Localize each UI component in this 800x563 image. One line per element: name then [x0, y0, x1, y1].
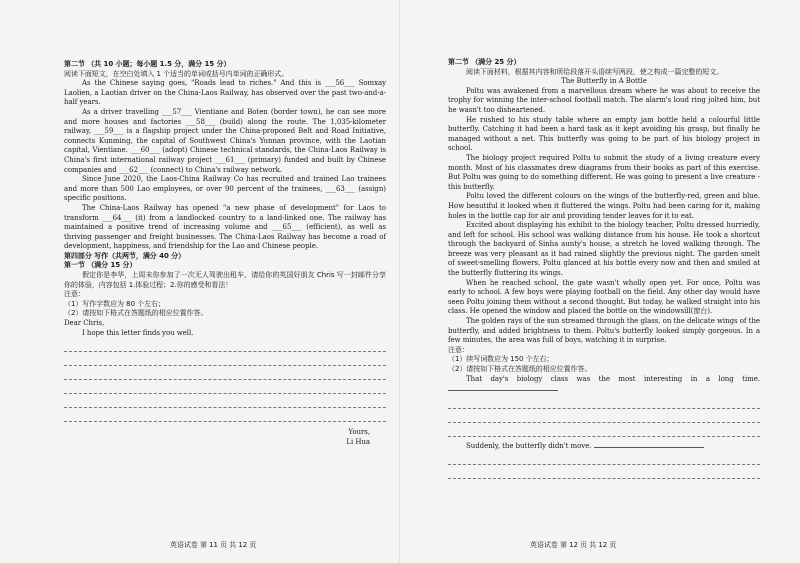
passage-paragraph: Excited about displaying his exhibit to the biology teacher, Poltu dressed hurriedly, and left for school. His school was walking distance from his house. He took a shortcut through the backyard of Sinha aunty's house, a stretch he loved walking through. The breeze was very pleasant as it had rained slightly the previous night. The garden smelt of sweet-smelling flowers. Poltu glanced at his bottle every now and then and smiled at the butterfly fluttering its wings. [448, 221, 760, 278]
answer-lines [64, 338, 386, 422]
passage-paragraph: The biology project required Poltu to submit the study of a living creature every month. Most of his classmates drew diagrams from their books as part of this exercise. But Poltu was going to do something different. He was going to present a live creature - this butterfly. [448, 153, 760, 191]
passage-paragraph: The China-Laos Railway has opened "a new phase of development" for Laos to transform ___64___ (it) from a landlocked country to a land-linked one. The railway has maintained a positive trend of increasing volume and ___65___ (efficient), as well as thriving passenger and freight businesses. The China-Laos Railway has become a road of development, happiness, and friendship for the Lao and Chinese people. [64, 203, 386, 251]
answer-line [64, 338, 386, 352]
notes-label: 注意： [64, 290, 85, 299]
answer-line [448, 395, 760, 409]
left-passage [64, 79, 386, 252]
right-section-instruction: 阅读下面材料，根据其内容和所给段落开头语续写两段，使之构成一篇完整的短文。 [466, 67, 724, 76]
part4-heading: 第四部分 写作（共两节，满分 40 分） [64, 251, 186, 260]
part4-section1-heading: 第一节 （满分 15 分） [64, 261, 137, 270]
passage-paragraph: Since June 2020, the Laos-China Railway Co has recruited and trained Lao trainees and more than 500 Lao employees, or over 90 percent of the trainees, ___63___ (assign) specific positions. [64, 175, 386, 203]
answer-line [64, 408, 386, 422]
note-item: （1）写作字数应为 80 个左右； [64, 299, 165, 308]
right-section-heading: 第二节 （满分 25 分） [448, 58, 521, 66]
story-title: The Butterfly in A Bottle [561, 77, 647, 86]
continuation-opening-1: That day's biology class was the most interesting in a long time. [448, 375, 760, 395]
answer-line [64, 366, 386, 380]
right-page [400, 0, 800, 563]
passage-paragraph: As a driver travelling ___57___ Vientiane and Boten (border town), he can see more and more houses and factories ___58___ (build) along the route. The 1,035-kilometer railway, ___59___ is a flagship project under the China-proposed Belt and Road Initiative, connects Kunming, the capital of Southwest China's Yunnan province, with the Laotian capital, Vientiane. ___60___ (adopt) Chinese technical standards, the China-Laos Railway is China's first international railway project ___61___ (primary) funded and built by Chinese companies and ___62___ (connect) to China's railway network. [64, 107, 386, 174]
passage-paragraph: Poltu loved the different colours on the wings of the butterfly-red, green and blue. How beautiful it looked when it fluttered the wings. Poltu had been caring for it, making holes in the bottle cap for air and providing tender leaves for it to eat. [448, 192, 760, 220]
continuation-opening-2: Suddenly, the butterfly didn't move. [448, 441, 760, 452]
writing-prompt: 假定你是李华，上周末你参加了一次无人驾驶出租车，请给你的英国好朋友 Chris 写一封邮件分享你的体验，内容包括 1.体验过程；2.你的感受和看法！ [64, 271, 386, 289]
passage-paragraph: When he reached school, the gate wasn't wholly open yet. For once, Poltu was early to school. A few boys were playing football on the field. Any other day would have seen Poltu joining them without a second thought. But today, he walked straight into his class. He opened the window and placed the bottle on the windowsill(窗台). [448, 278, 760, 316]
answer-line [448, 451, 760, 465]
story-passage [448, 87, 760, 346]
letter-closing: Yours, [348, 428, 370, 437]
answer-line [64, 394, 386, 408]
passage-paragraph: The golden rays of the sun streamed through the glass, on the delicate wings of the butterfly, and added brightness to them. Poltu's butterfly looked simply gorgeous. In a few minutes, the area was full of boys, watching it in surprise. [448, 317, 760, 345]
page-footer: 英语试卷 第 11 页 共 12 页 [170, 541, 257, 550]
passage-paragraph: As the Chinese saying goes, "Roads lead to riches." And this is ___56___ Somxay Laolien, a Laotian driver on the China-Laos Railway, has observed over the past two-and-a-half years. [64, 79, 386, 107]
letter-salutation: Dear Chris, [64, 319, 105, 328]
notes-label: 注意： [448, 345, 469, 354]
note-item: （1）续写词数应为 150 个左右； [448, 355, 554, 364]
letter-signature: Li Hua [346, 437, 370, 446]
left-section-heading: 第二节 （共 10 小题；每小题 1.5 分，满分 15 分） [64, 60, 231, 68]
note-item: （2）请按如下格式在答题纸的相应位置作答。 [64, 309, 208, 318]
passage-paragraph: Poltu was awakened from a marvellous dream where he was about to receive the trophy for winning the inter-school football match. The alarm's loud ring jolted him, but he wasn't too disheartened. [448, 86, 760, 114]
left-section-instruction: 阅读下面短文，在空白处填入 1 个适当的单词或括号内单词的正确形式。 [64, 69, 289, 78]
answer-line [448, 409, 760, 423]
answer-line [64, 352, 386, 366]
answer-line [448, 465, 760, 479]
answer-line [64, 380, 386, 394]
answer-line [448, 423, 760, 437]
passage-paragraph: He rushed to his study table where an empty jam bottle held a colourful little butterfly. Catching it had been a hard task as it kept avoiding his grasp, but finally he managed without a net. This butterfly was going to be part of his biology project in school. [448, 115, 760, 153]
page-footer: 英语试卷 第 12 页 共 12 页 [530, 541, 617, 550]
letter-opening: I hope this letter finds you well. [82, 328, 194, 337]
note-item: （2）请按如下格式在答题纸的相应位置作答。 [448, 365, 592, 373]
